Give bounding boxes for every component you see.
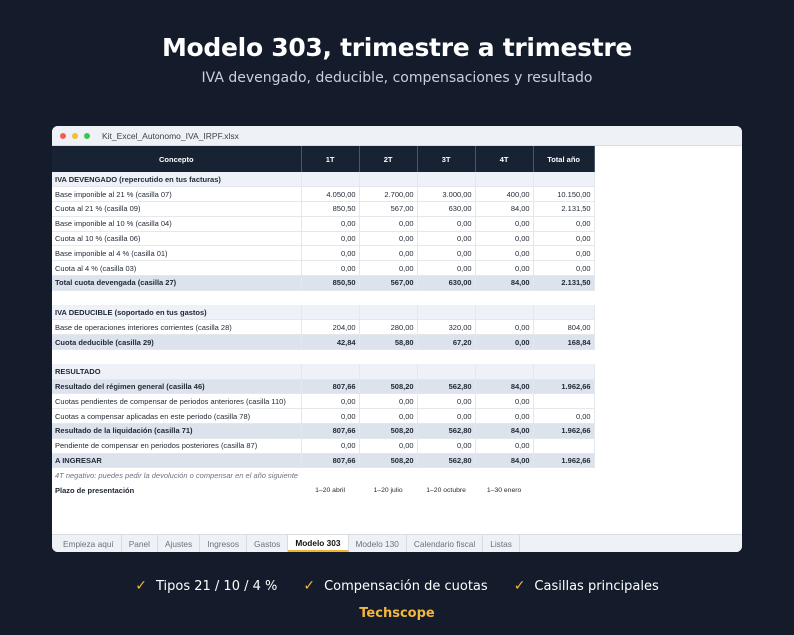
row-label-cell[interactable]: RESULTADO xyxy=(52,364,301,379)
maximize-window-icon[interactable] xyxy=(84,133,90,139)
value-cell[interactable]: 630,00 xyxy=(417,276,475,291)
value-cell[interactable]: 0,00 xyxy=(533,246,594,261)
value-cell[interactable] xyxy=(359,468,417,483)
value-cell[interactable]: 807,66 xyxy=(301,453,359,468)
table-row xyxy=(52,290,594,305)
value-cell[interactable]: 0,00 xyxy=(417,246,475,261)
value-cell[interactable] xyxy=(533,350,594,365)
value-cell[interactable] xyxy=(301,468,359,483)
column-header-total[interactable]: Total año xyxy=(533,146,594,172)
value-cell[interactable]: 567,00 xyxy=(359,202,417,217)
value-cell[interactable]: 0,00 xyxy=(301,409,359,424)
tab-modelo-130[interactable]: Modelo 130 xyxy=(349,535,407,552)
table-header-row xyxy=(52,146,594,172)
value-cell[interactable]: 84,00 xyxy=(475,453,533,468)
spreadsheet-window xyxy=(52,126,742,552)
total-row xyxy=(52,276,594,291)
value-cell[interactable]: 562,80 xyxy=(417,453,475,468)
value-cell[interactable]: 320,00 xyxy=(417,320,475,335)
minimize-window-icon[interactable] xyxy=(72,133,78,139)
table-row xyxy=(52,187,594,202)
tab-panel[interactable]: Panel xyxy=(122,535,158,552)
value-cell[interactable] xyxy=(301,350,359,365)
column-header-concepto[interactable]: Concepto xyxy=(52,146,301,172)
window-titlebar xyxy=(52,126,742,146)
value-cell[interactable] xyxy=(359,350,417,365)
check-icon: ✓ xyxy=(513,578,526,594)
value-cell[interactable]: 0,00 xyxy=(359,394,417,409)
tab-empieza-aquí[interactable]: Empieza aquí xyxy=(56,535,122,552)
row-label-cell[interactable]: Cuota al 21 % (casilla 09) xyxy=(52,202,301,217)
value-cell[interactable]: 850,50 xyxy=(301,276,359,291)
row-label-cell[interactable] xyxy=(52,350,301,365)
value-cell[interactable]: 1.962,66 xyxy=(533,453,594,468)
value-cell[interactable] xyxy=(475,290,533,305)
row-label-cell[interactable]: Cuota al 10 % (casilla 06) xyxy=(52,231,301,246)
value-cell[interactable]: 0,00 xyxy=(359,246,417,261)
row-label-cell[interactable]: Cuota deducible (casilla 29) xyxy=(52,335,301,350)
value-cell[interactable]: 508,20 xyxy=(359,453,417,468)
value-cell[interactable]: 0,00 xyxy=(417,261,475,276)
page-subtitle: IVA devengado, deducible, compensaciones y resultado xyxy=(201,70,593,86)
value-cell[interactable]: 0,00 xyxy=(533,231,594,246)
value-cell[interactable] xyxy=(475,172,533,187)
value-cell[interactable] xyxy=(417,172,475,187)
row-label-cell[interactable]: Cuotas pendientes de compensar de periodos anteriores (casilla 110) xyxy=(52,394,301,409)
value-cell[interactable] xyxy=(475,468,533,483)
value-cell[interactable]: 2.131,50 xyxy=(533,276,594,291)
value-cell[interactable]: 1–20 julio xyxy=(373,486,403,494)
table-row xyxy=(52,409,594,424)
value-cell[interactable]: 400,00 xyxy=(475,187,533,202)
value-cell[interactable]: 0,00 xyxy=(475,438,533,453)
check-icon: ✓ xyxy=(135,578,147,594)
sheet-tabs-bar xyxy=(52,534,742,552)
value-cell[interactable]: 850,50 xyxy=(301,202,359,217)
value-cell[interactable] xyxy=(359,290,417,305)
value-cell[interactable] xyxy=(533,364,594,379)
value-cell[interactable] xyxy=(533,394,594,409)
feature-label: Tipos 21 / 10 / 4 % xyxy=(155,578,278,594)
value-cell[interactable] xyxy=(533,468,594,483)
row-label-cell[interactable]: Cuotas a compensar aplicadas en este periodo (casilla 78) xyxy=(52,409,301,424)
value-cell[interactable]: 0,00 xyxy=(359,216,417,231)
value-cell[interactable]: 508,20 xyxy=(359,424,417,439)
tab-calendario-fiscal[interactable]: Calendario fiscal xyxy=(407,535,483,552)
value-cell[interactable]: 4.050,00 xyxy=(301,187,359,202)
value-cell[interactable]: 0,00 xyxy=(417,231,475,246)
column-header-2t[interactable]: 2T xyxy=(359,146,417,172)
tab-gastos[interactable]: Gastos xyxy=(247,535,288,552)
value-cell[interactable]: 1–20 abril xyxy=(315,486,346,494)
value-cell[interactable] xyxy=(301,290,359,305)
value-cell[interactable]: 0,00 xyxy=(359,409,417,424)
table-row xyxy=(52,202,594,217)
value-cell[interactable] xyxy=(417,468,475,483)
value-cell[interactable]: 2.700,00 xyxy=(359,187,417,202)
value-cell[interactable]: 42,84 xyxy=(301,335,359,350)
value-cell[interactable]: 280,00 xyxy=(359,320,417,335)
value-cell[interactable]: 58,80 xyxy=(359,335,417,350)
value-cell[interactable]: 0,00 xyxy=(475,231,533,246)
tab-ingresos[interactable]: Ingresos xyxy=(200,535,247,552)
value-cell[interactable]: 0,00 xyxy=(417,216,475,231)
feature-item xyxy=(514,578,659,594)
value-cell[interactable]: 0,00 xyxy=(417,394,475,409)
value-cell[interactable]: 562,80 xyxy=(417,424,475,439)
table-row xyxy=(52,216,594,231)
close-window-icon[interactable] xyxy=(60,133,66,139)
value-cell[interactable]: 807,66 xyxy=(301,424,359,439)
tab-ajustes[interactable]: Ajustes xyxy=(158,535,200,552)
value-cell[interactable]: 204,00 xyxy=(301,320,359,335)
value-cell[interactable]: 3.000,00 xyxy=(417,187,475,202)
value-cell[interactable]: 84,00 xyxy=(475,202,533,217)
row-label-cell[interactable]: IVA DEVENGADO (repercutido en tus facturas) xyxy=(52,172,301,187)
section-row xyxy=(52,172,594,187)
value-cell[interactable] xyxy=(359,172,417,187)
table-row xyxy=(52,350,594,365)
total-row xyxy=(52,379,594,394)
table-row xyxy=(52,483,594,498)
value-cell[interactable]: 0,00 xyxy=(359,231,417,246)
value-cell[interactable] xyxy=(533,172,594,187)
table-row xyxy=(52,320,594,335)
value-cell[interactable]: 0,00 xyxy=(475,261,533,276)
table-row xyxy=(52,261,594,276)
value-cell[interactable] xyxy=(359,364,417,379)
feature-item xyxy=(135,578,277,594)
value-cell[interactable]: 84,00 xyxy=(475,276,533,291)
value-cell[interactable]: 0,00 xyxy=(533,409,594,424)
value-cell[interactable]: 0,00 xyxy=(301,231,359,246)
table-row xyxy=(52,246,594,261)
check-icon: ✓ xyxy=(303,578,316,594)
value-cell[interactable]: 1.962,66 xyxy=(533,424,594,439)
value-cell[interactable]: 168,84 xyxy=(533,335,594,350)
value-cell[interactable]: 0,00 xyxy=(533,216,594,231)
value-cell[interactable] xyxy=(301,172,359,187)
row-label-cell[interactable]: Base imponible al 10 % (casilla 04) xyxy=(52,216,301,231)
feature-list xyxy=(0,578,794,594)
value-cell[interactable]: 0,00 xyxy=(475,394,533,409)
value-cell[interactable] xyxy=(533,438,594,453)
value-cell[interactable] xyxy=(417,305,475,320)
value-cell[interactable]: 807,66 xyxy=(301,379,359,394)
row-label-cell[interactable]: Cuota al 4 % (casilla 03) xyxy=(52,261,301,276)
row-label-cell[interactable]: Base imponible al 4 % (casilla 01) xyxy=(52,246,301,261)
table-row xyxy=(52,231,594,246)
value-cell[interactable]: 84,00 xyxy=(475,424,533,439)
value-cell[interactable]: 0,00 xyxy=(475,320,533,335)
total-row xyxy=(52,424,594,439)
value-cell[interactable]: 0,00 xyxy=(475,246,533,261)
brand-name: Techscope xyxy=(359,606,435,621)
value-cell[interactable]: 0,00 xyxy=(475,216,533,231)
value-cell[interactable]: 84,00 xyxy=(475,379,533,394)
section-row xyxy=(52,305,594,320)
value-cell[interactable] xyxy=(475,305,533,320)
section-row xyxy=(52,364,594,379)
value-cell[interactable]: 10.150,00 xyxy=(533,187,594,202)
tab-listas[interactable]: Listas xyxy=(483,535,520,552)
value-cell[interactable] xyxy=(475,364,533,379)
value-cell[interactable]: 2.131,50 xyxy=(533,202,594,217)
value-cell[interactable]: 0,00 xyxy=(301,246,359,261)
row-label-cell[interactable]: IVA DEDUCIBLE (soportado en tus gastos) xyxy=(52,305,301,320)
row-label-cell[interactable]: Base de operaciones interiores corrientes (casilla 28) xyxy=(52,320,301,335)
row-label-cell[interactable]: Base imponible al 21 % (casilla 07) xyxy=(52,187,301,202)
table-row xyxy=(52,394,594,409)
feature-label: Casillas principales xyxy=(534,578,659,594)
value-cell[interactable] xyxy=(533,483,594,498)
value-cell[interactable]: 0,00 xyxy=(301,394,359,409)
value-cell[interactable] xyxy=(417,290,475,305)
value-cell[interactable]: 0,00 xyxy=(417,409,475,424)
value-cell[interactable] xyxy=(301,364,359,379)
column-header-3t[interactable]: 3T xyxy=(417,146,475,172)
row-label-cell[interactable]: Plazo de presentación xyxy=(55,485,135,495)
window-filename: Kit_Excel_Autonomo_IVA_IRPF.xlsx xyxy=(102,130,239,141)
row-label-cell[interactable]: Pendiente de compensar en periodos posteriores (casilla 87) xyxy=(52,438,301,453)
value-cell[interactable]: 804,00 xyxy=(533,320,594,335)
value-cell[interactable] xyxy=(475,350,533,365)
value-cell[interactable]: 508,20 xyxy=(359,379,417,394)
row-label-cell[interactable]: A INGRESAR xyxy=(52,453,301,468)
value-cell[interactable]: 567,00 xyxy=(359,276,417,291)
value-cell[interactable]: 1–30 enero xyxy=(486,486,522,494)
page-title: Modelo 303, trimestre a trimestre xyxy=(161,33,633,62)
value-cell[interactable]: 0,00 xyxy=(359,438,417,453)
value-cell[interactable] xyxy=(417,350,475,365)
value-cell[interactable]: 1–20 octubre xyxy=(426,486,466,494)
value-cell[interactable]: 1.962,66 xyxy=(533,379,594,394)
value-cell[interactable] xyxy=(533,290,594,305)
value-cell[interactable] xyxy=(359,305,417,320)
tab-modelo-303[interactable]: Modelo 303 xyxy=(288,535,348,552)
column-header-1t[interactable]: 1T xyxy=(301,146,359,172)
row-label-cell[interactable]: 4T negativo: puedes pedir la devolución o compensar en el año siguiente xyxy=(55,471,299,481)
row-label-cell[interactable]: Resultado de la liquidación (casilla 71) xyxy=(52,424,301,439)
column-header-4t[interactable]: 4T xyxy=(475,146,533,172)
row-label-cell[interactable]: Total cuota devengada (casilla 27) xyxy=(52,276,301,291)
value-cell[interactable]: 562,80 xyxy=(417,379,475,394)
value-cell[interactable]: 0,00 xyxy=(475,409,533,424)
value-cell[interactable] xyxy=(417,364,475,379)
total-row xyxy=(52,453,594,468)
feature-label: Compensación de cuotas xyxy=(324,578,488,594)
total-row xyxy=(52,335,594,350)
value-cell[interactable]: 0,00 xyxy=(301,438,359,453)
value-cell[interactable]: 0,00 xyxy=(417,438,475,453)
row-label-cell[interactable]: Resultado del régimen general (casilla 46) xyxy=(52,379,301,394)
table-row xyxy=(52,438,594,453)
value-cell[interactable]: 67,20 xyxy=(417,335,475,350)
value-cell[interactable]: 0,00 xyxy=(475,335,533,350)
value-cell[interactable]: 630,00 xyxy=(417,202,475,217)
modelo-303-table xyxy=(52,146,595,498)
row-label-cell[interactable] xyxy=(52,290,301,305)
value-cell[interactable]: 0,00 xyxy=(359,261,417,276)
value-cell[interactable] xyxy=(301,305,359,320)
table-row xyxy=(52,468,594,483)
value-cell[interactable]: 0,00 xyxy=(533,261,594,276)
value-cell[interactable]: 0,00 xyxy=(301,216,359,231)
feature-item xyxy=(303,578,487,594)
value-cell[interactable] xyxy=(533,305,594,320)
value-cell[interactable]: 0,00 xyxy=(301,261,359,276)
